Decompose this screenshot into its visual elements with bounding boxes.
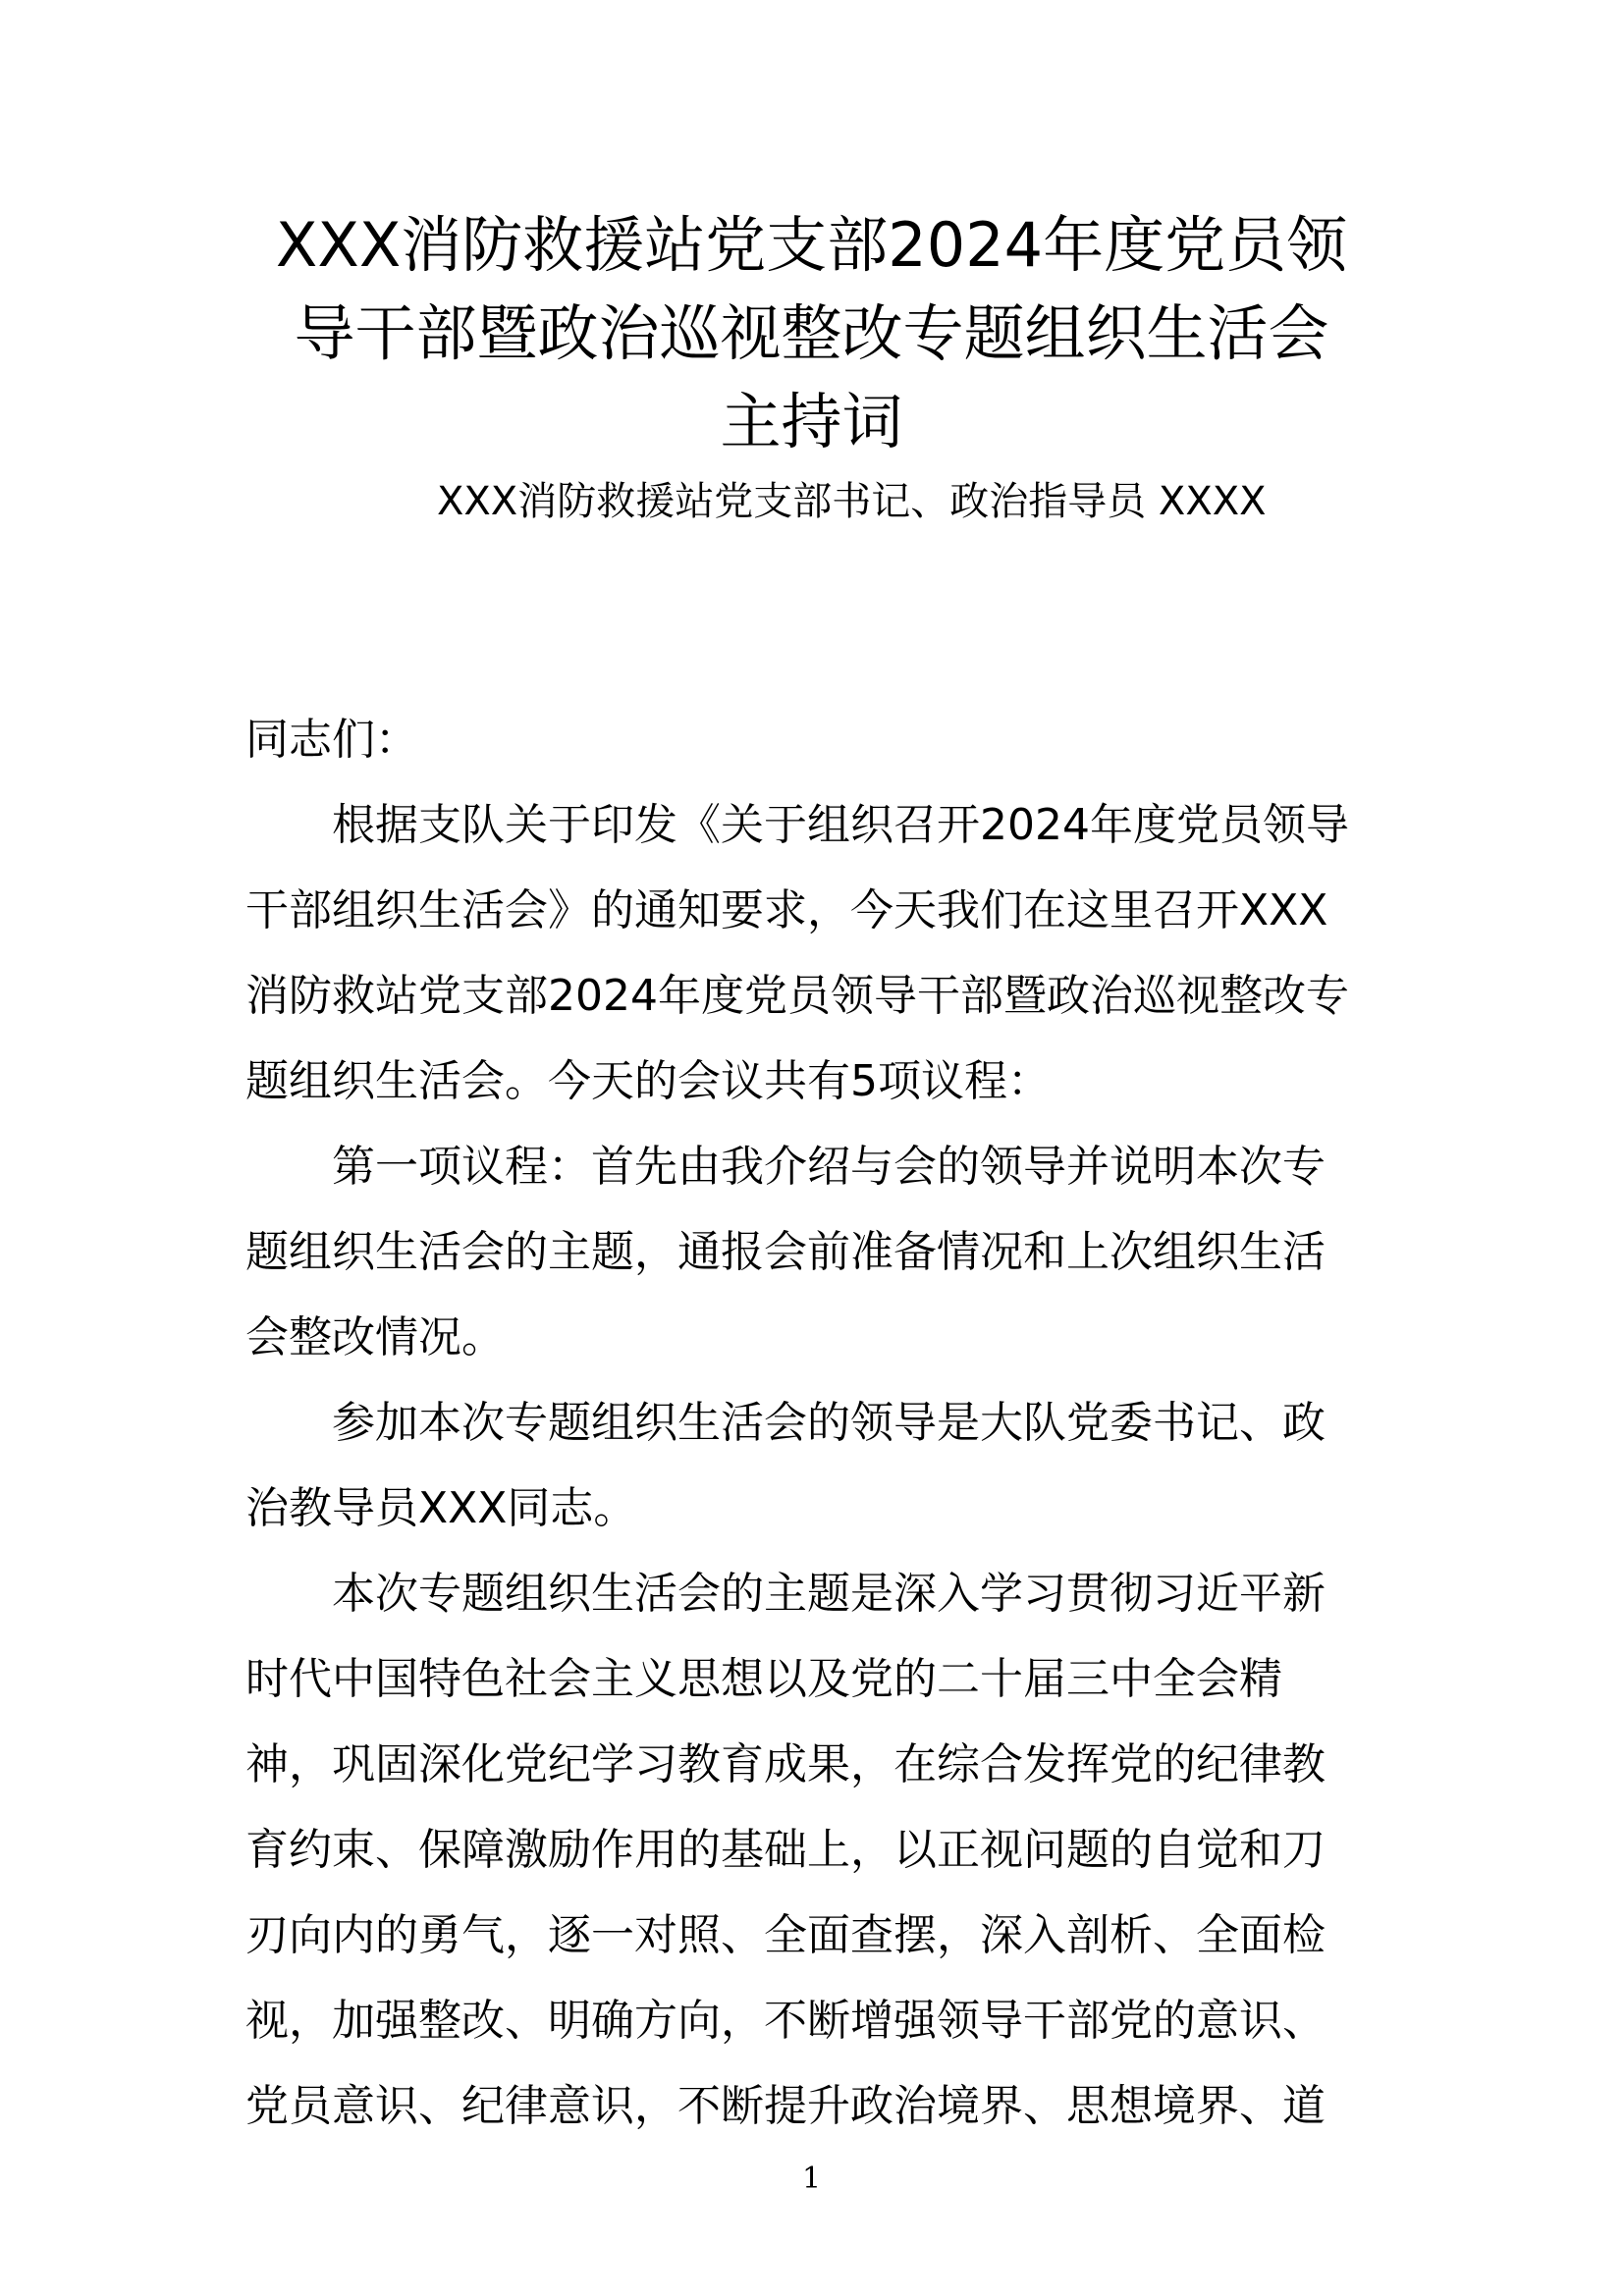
title-line-2: 导干部暨政治巡视整改专题组织生活会 (294, 297, 1329, 369)
paragraph-4 (245, 1551, 1394, 2149)
title-line-1: XXX消防救援站党支部2024年度党员领 (275, 209, 1348, 281)
document-body (245, 697, 1394, 2149)
paragraph-line: 本次专题组织生活会的主题是深入学习贯彻习近平新 (332, 1569, 1325, 1619)
paragraph-line: 干部组织生活会》的通知要求，今天我们在这里召开XXX (245, 885, 1328, 935)
paragraph-1 (245, 782, 1394, 1124)
byline: XXX消防救援站党支部书记、政治指导员 XXXX (437, 479, 1267, 524)
paragraph-line: 视，加强整改、明确方向，不断增强领导干部党的意识、 (245, 1996, 1325, 2046)
paragraph-2 (245, 1124, 1394, 1380)
paragraph-line: 神，巩固深化党纪学习教育成果，在综合发挥党的纪律教 (245, 1739, 1325, 1789)
paragraph-line: 刃向内的勇气，逐一对照、全面查摆，深入剖析、全面检 (245, 1910, 1325, 1960)
paragraph-line: 参加本次专题组织生活会的领导是大队党委书记、政 (332, 1398, 1325, 1448)
paragraph-line: 时代中国特色社会主义思想以及党的二十届三中全会精 (245, 1654, 1282, 1704)
paragraph-line: 育约束、保障激励作用的基础上，以正视问题的自觉和刀 (245, 1825, 1325, 1875)
paragraph-line: 题组织生活会的主题，通报会前准备情况和上次组织生活 (245, 1227, 1325, 1277)
paragraph-line: 治教导员XXX同志。 (245, 1483, 637, 1533)
page-number: 1 (801, 2162, 822, 2196)
document-title (196, 201, 1427, 466)
greeting: 同志们： (245, 715, 418, 765)
paragraph-line: 题组织生活会。今天的会议共有5项议程： (245, 1056, 1051, 1106)
paragraph-line: 消防救站党支部2024年度党员领导干部暨政治巡视整改专 (245, 971, 1349, 1021)
paragraph-line: 会整改情况。 (245, 1312, 505, 1362)
paragraph-line: 第一项议程：首先由我介绍与会的领导并说明本次专 (332, 1142, 1325, 1192)
paragraph-3 (245, 1380, 1394, 1551)
title-line-3: 主持词 (720, 386, 903, 457)
paragraph-line: 根据支队关于印发《关于组织召开2024年度党员领导 (332, 800, 1349, 850)
paragraph-line: 党员意识、纪律意识，不断提升政治境界、思想境界、道 (245, 2081, 1325, 2131)
